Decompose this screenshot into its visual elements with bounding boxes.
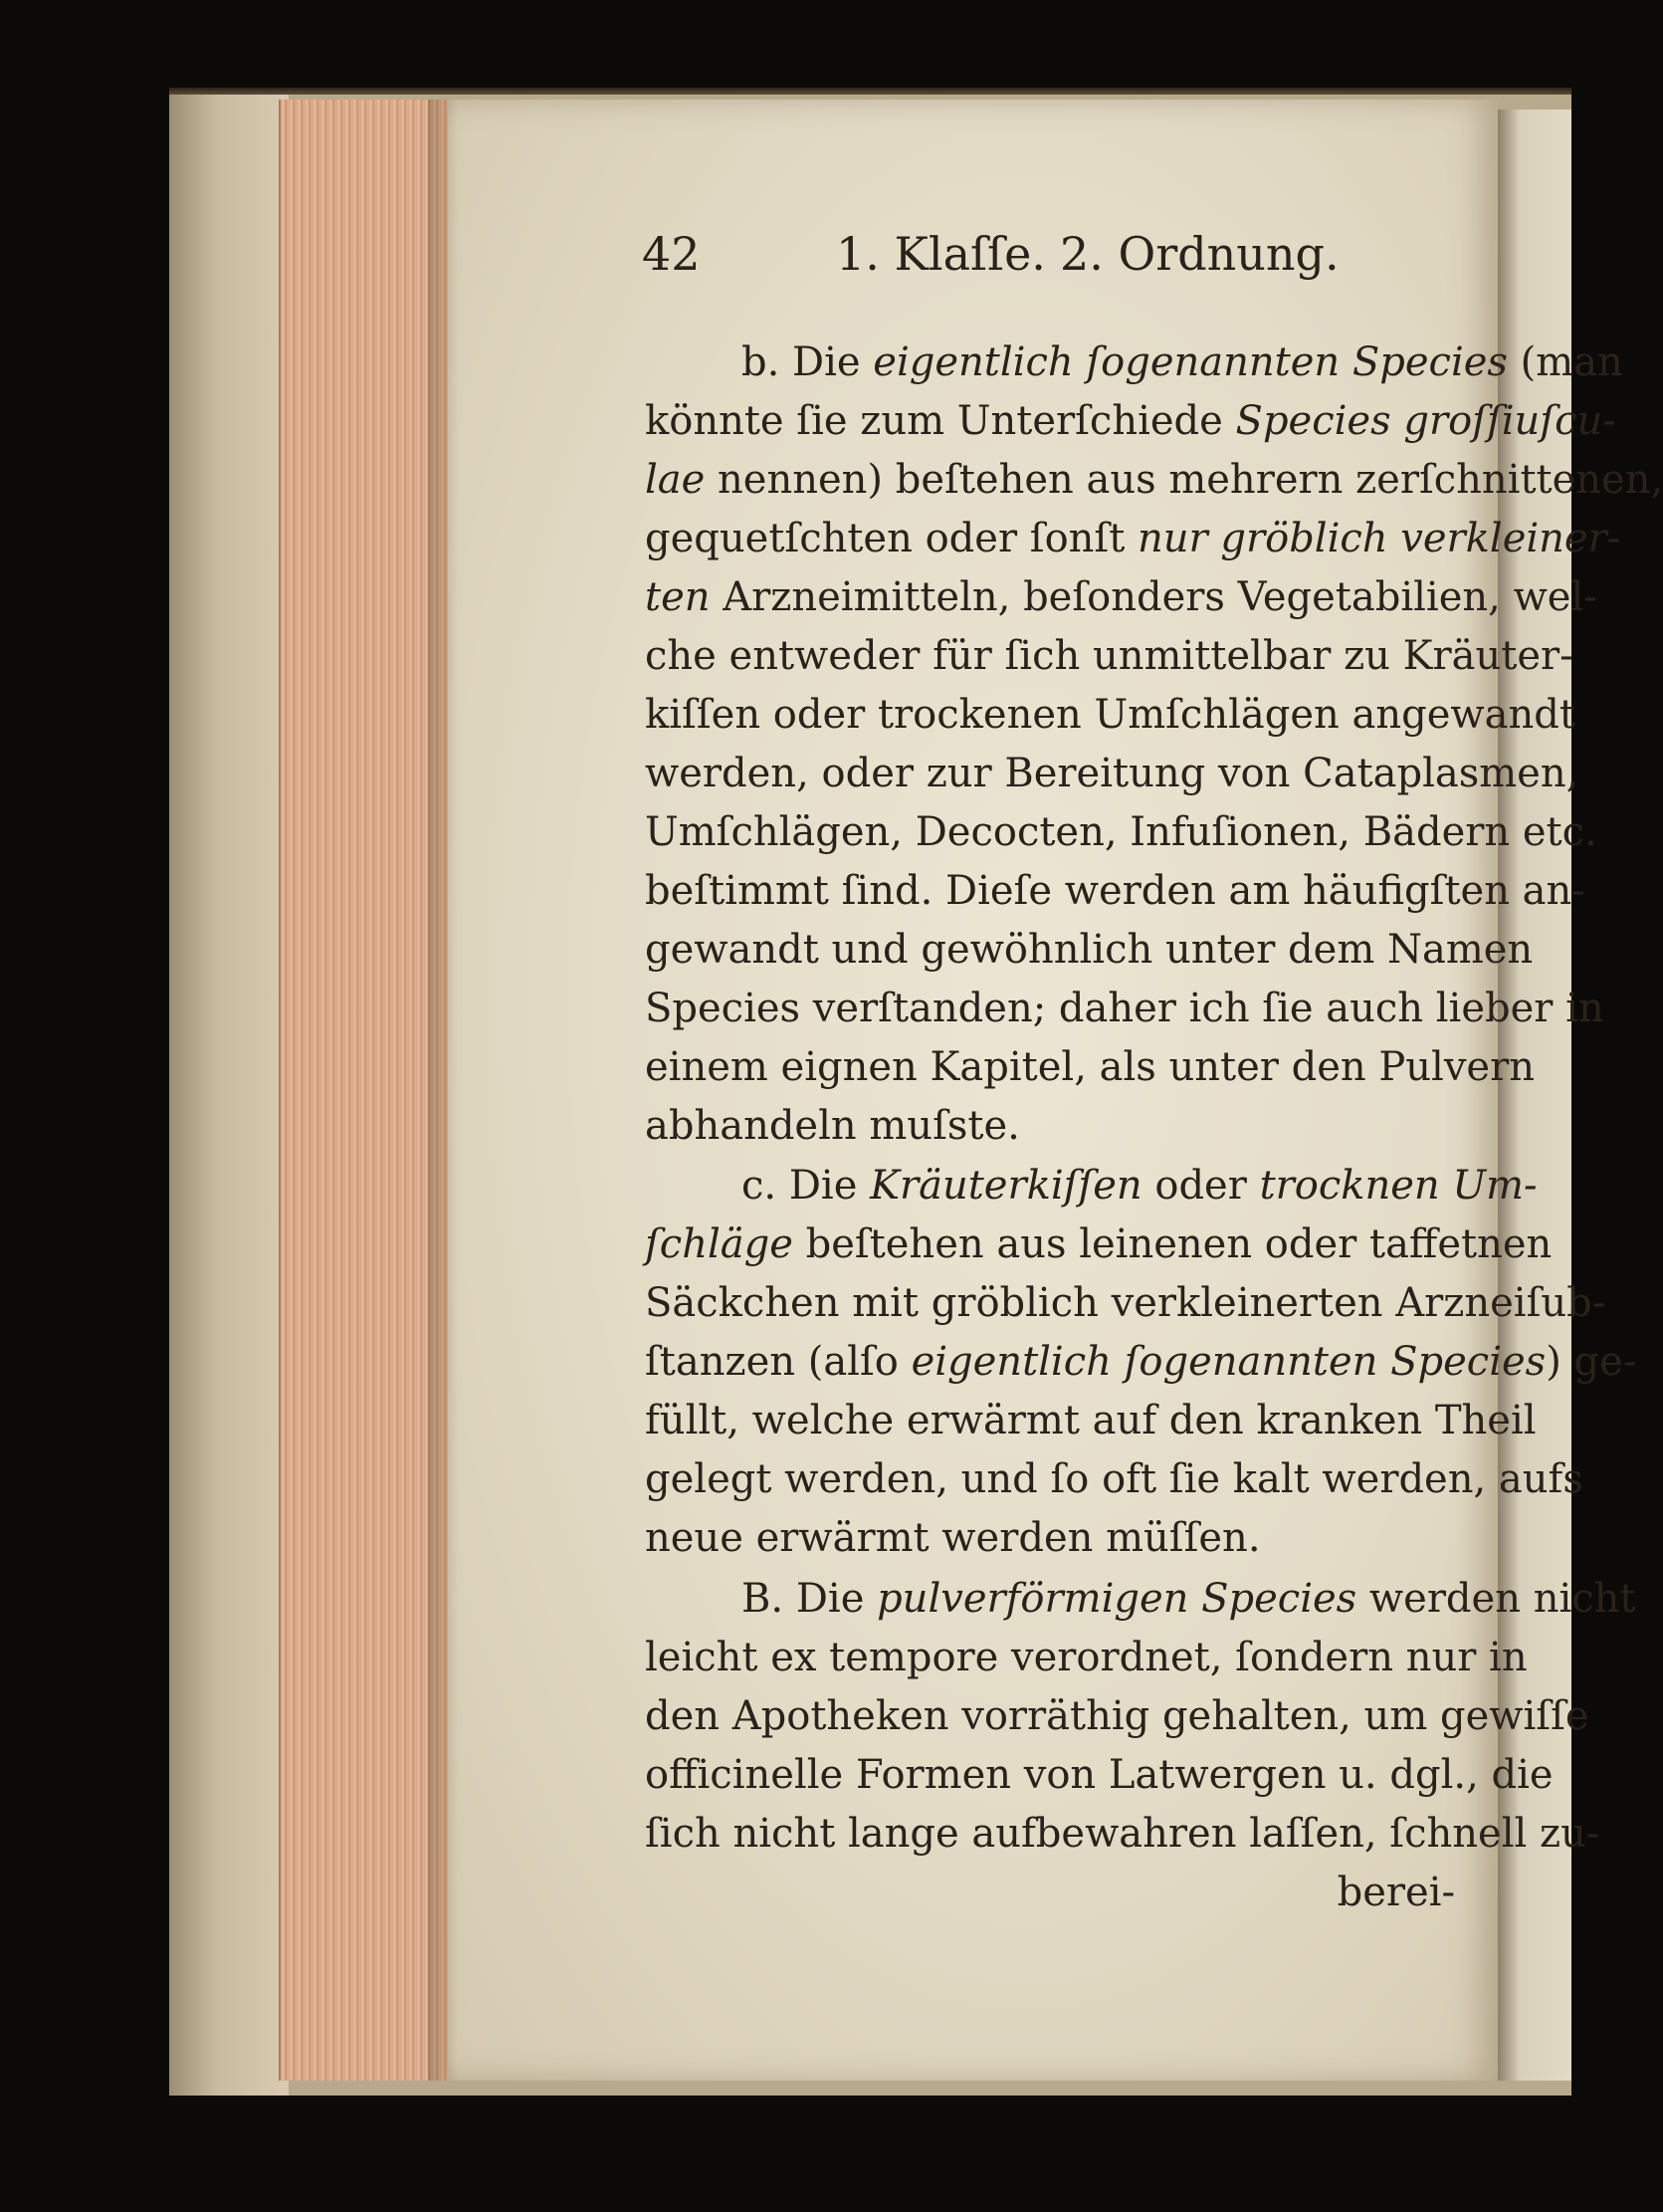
italic-term: lae <box>645 457 706 503</box>
text-run: officinelle Formen von Latwergen u. dgl., die <box>645 1752 1554 1798</box>
text-run: den Apotheken vorräthig gehalten, um gewiſſe <box>645 1693 1589 1739</box>
text-run: ) ge- <box>1546 1339 1637 1385</box>
text-line <box>645 511 1621 566</box>
text-line <box>645 1217 1553 1272</box>
text-run: (man <box>1507 339 1623 385</box>
text-line <box>645 1630 1528 1685</box>
text-line <box>645 922 1534 978</box>
text-run: gewandt und gewöhnlich unter dem Namen <box>645 927 1534 973</box>
text-line <box>645 452 1663 508</box>
text-line <box>645 1039 1535 1095</box>
text-run: gelegt werden, und ſo oft ſie kalt werden, aufs <box>645 1456 1583 1502</box>
text-run: beſtehen aus leinenen oder taffetnen <box>792 1221 1553 1267</box>
text-run: füllt, welche erwärmt auf den kranken Theil <box>645 1398 1537 1443</box>
text-run: Arzneimitteln, beſonders Vegetabilien, wel- <box>710 574 1597 620</box>
italic-term: trocknen Um- <box>1259 1163 1538 1209</box>
text-run: könnte ſie zum Unterſchiede <box>645 398 1236 444</box>
text-line <box>645 1688 1589 1744</box>
italic-term: ten <box>645 574 711 620</box>
text-run: neue erwärmt werden müſſen. <box>645 1515 1261 1561</box>
text-line <box>645 1334 1637 1390</box>
text-run: leicht ex tempore verordnet, ſondern nur in <box>645 1635 1528 1680</box>
text-run: einem eignen Kapitel, als unter den Pulvern <box>645 1044 1535 1090</box>
text-run: nennen) beſtehen aus mehrern zerſchnittenen, <box>705 457 1663 503</box>
text-line <box>645 981 1604 1036</box>
text-run: abhandeln muſste. <box>645 1103 1020 1149</box>
text-run: kiſſen oder trockenen Umſchlägen angewandt <box>645 692 1575 738</box>
text-run: B. Die <box>741 1576 878 1622</box>
text-line <box>645 628 1573 684</box>
text-line <box>741 1571 1636 1627</box>
text-run: werden, oder zur Bereitung von Cataplasmen, <box>645 751 1579 796</box>
text-run: c. Die <box>741 1163 871 1209</box>
text-line <box>645 1451 1583 1507</box>
italic-term: Species groſſiuſcu- <box>1235 398 1616 444</box>
text-line <box>645 393 1616 449</box>
text-run: Säckchen mit gröblich verkleinerten Arzneiſub- <box>645 1280 1606 1326</box>
text-line <box>645 687 1575 743</box>
text-line <box>645 804 1597 860</box>
text-line <box>645 1806 1600 1862</box>
italic-term: eigentlich ſogenannten Species <box>911 1339 1547 1385</box>
text-line <box>645 863 1585 919</box>
text-run: gequetſchten oder ſonſt <box>645 516 1139 561</box>
italic-term: nur gröblich verkleiner- <box>1138 516 1621 561</box>
text-run: oder <box>1142 1163 1260 1209</box>
text-run: b. Die <box>741 339 874 385</box>
header-order: 2. Ordnung. <box>1060 227 1340 281</box>
text-line <box>645 746 1579 801</box>
text-run: che entweder für ſich unmittelbar zu Kräuter- <box>645 633 1573 679</box>
header-class: 1. Klaſſe. <box>836 227 1046 281</box>
text-run: werden nicht <box>1356 1576 1636 1622</box>
text-line <box>741 334 1623 390</box>
italic-term: pulverförmigen Species <box>877 1576 1357 1622</box>
italic-term: eigentlich ſogenannten Species <box>873 339 1508 385</box>
text-run: ſtanzen (alſo <box>645 1339 912 1385</box>
text-run: Umſchlägen, Decocten, Infuſionen, Bädern etc. <box>645 809 1597 855</box>
italic-term: Kräuterkiſſen <box>870 1163 1143 1209</box>
text-run: berei- <box>1337 1870 1455 1915</box>
text-line <box>645 1747 1554 1803</box>
text-line <box>645 1865 1455 1920</box>
text-line <box>645 1098 1455 1154</box>
text-run: beſtimmt ſind. Dieſe werden am häufigſten an- <box>645 868 1585 914</box>
page-number: 42 <box>642 227 701 281</box>
text-run: ſich nicht lange aufbewahren laſſen, ſchnell zu- <box>645 1811 1600 1857</box>
text-line <box>645 1275 1606 1331</box>
text-line <box>645 1510 1455 1566</box>
text-line <box>645 1393 1537 1448</box>
text-line <box>645 569 1597 625</box>
italic-term: ſchläge <box>645 1221 793 1267</box>
text-run: Species verſtanden; daher ich ſie auch lieber in <box>645 986 1604 1031</box>
text-line <box>741 1158 1538 1214</box>
